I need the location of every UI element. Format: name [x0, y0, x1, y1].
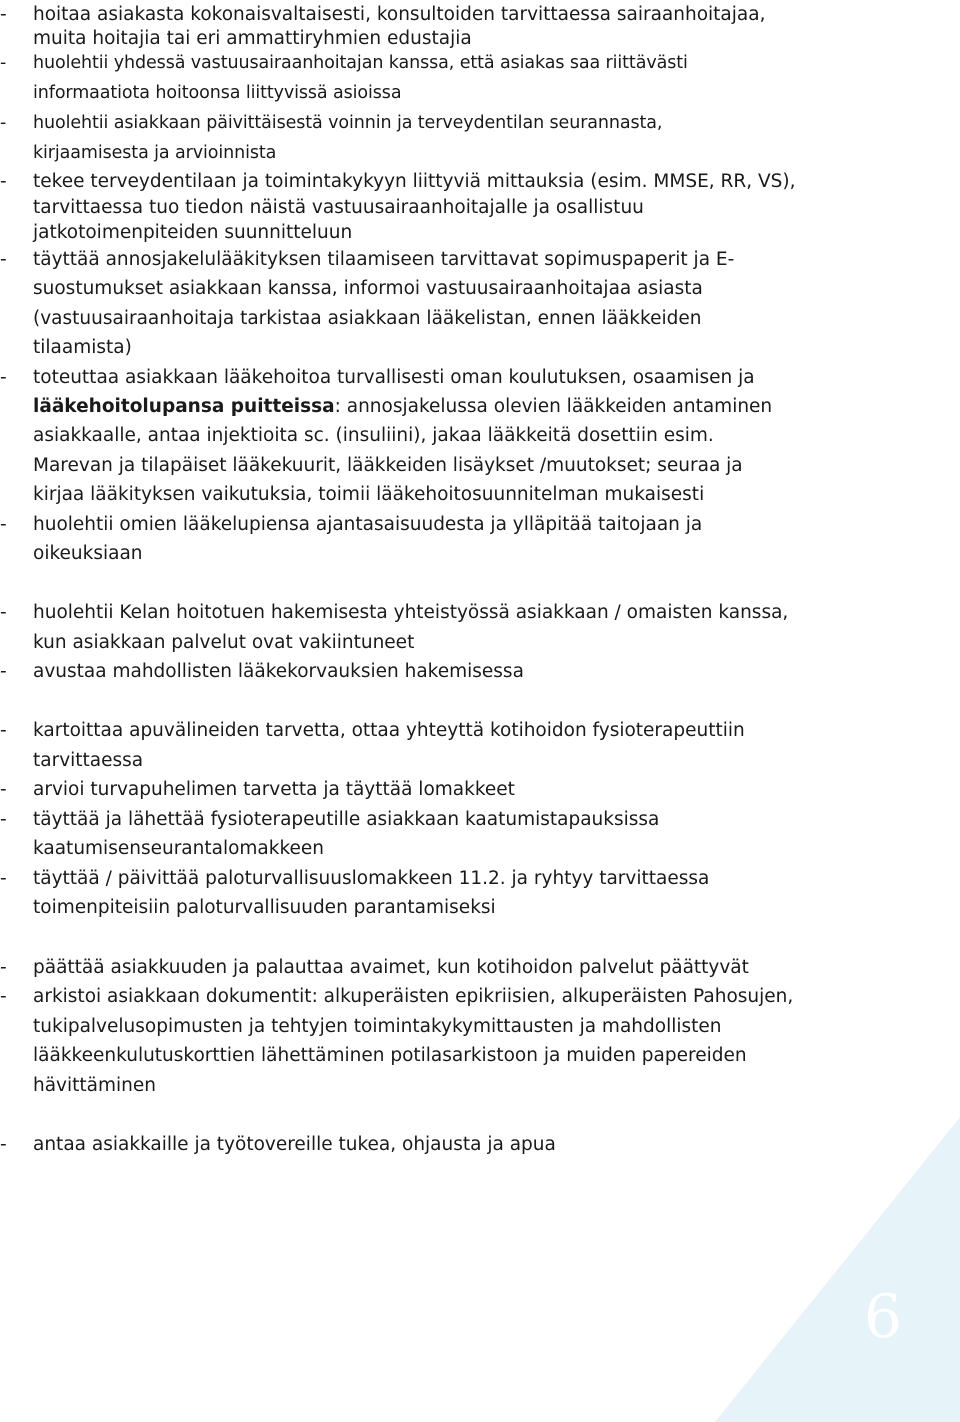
list-item-text-rest: annosjakelussa olevien lääkkeiden antaminen	[346, 396, 773, 417]
bullet-dash: -	[0, 1134, 7, 1155]
bullet-dash: -	[0, 249, 7, 270]
list-item-text: suostumukset asiakkaan kanssa, informoi vastuusairaanhoitajaa asiasta	[33, 278, 703, 299]
list-item-text: kun asiakkaan palvelut ovat vakiintuneet	[33, 632, 415, 653]
bullet-dash: -	[0, 957, 7, 978]
list-item-text: kirjaamisesta ja arvioinnista	[33, 143, 277, 163]
list-item-text: tekee terveydentilaan ja toimintakykyyn liittyviä mittauksia (esim. MMSE, RR, VS),	[33, 171, 796, 192]
list-item-text: avustaa mahdollisten lääkekorvauksien hakemisessa	[33, 661, 524, 682]
list-item-text: kirjaa lääkityksen vaikutuksia, toimii lääkehoitosuunnitelman mukaisesti	[33, 484, 705, 505]
separator-text: :	[334, 396, 347, 417]
list-item-text: täyttää / päivittää paloturvallisuuslomakkeen 11.2. ja ryhtyy tarvittaessa	[33, 868, 710, 889]
bullet-dash: -	[0, 779, 7, 800]
emphasis-text: lääkehoitolupansa puitteissa	[33, 396, 335, 417]
list-item-text: jatkotoimenpiteiden suunnitteluun	[33, 222, 353, 243]
bullet-dash: -	[0, 53, 7, 73]
page-number: 6	[863, 1282, 902, 1352]
list-item-text: antaa asiakkaille ja työtovereille tukea, ohjausta ja apua	[33, 1134, 556, 1155]
bullet-dash: -	[0, 720, 7, 741]
list-item-text: hävittäminen	[33, 1075, 156, 1096]
corner-decoration	[715, 1117, 960, 1422]
bullet-dash: -	[0, 809, 7, 830]
list-item-text: (vastuusairaanhoitaja tarkistaa asiakkaan lääkelistan, ennen lääkkeiden	[33, 308, 702, 329]
bullet-dash: -	[0, 602, 7, 623]
list-item-text: kartoittaa apuvälineiden tarvetta, ottaa yhteyttä kotihoidon fysioterapeuttiin	[33, 720, 745, 741]
bullet-dash: -	[0, 171, 7, 192]
list-item-text: tarvittaessa	[33, 750, 144, 771]
list-item-text: tilaamista)	[33, 337, 132, 358]
list-item-text: kaatumisenseurantalomakkeen	[33, 838, 325, 859]
list-item-text: oikeuksiaan	[33, 543, 143, 564]
bullet-dash: -	[0, 986, 7, 1007]
list-item-text: huolehtii Kelan hoitotuen hakemisesta yhteistyössä asiakkaan / omaisten kanssa,	[33, 602, 789, 623]
list-item-text	[33, 392, 772, 422]
list-item-text: täyttää annosjakelulääkityksen tilaamiseen tarvittavat sopimuspaperit ja E-	[33, 249, 735, 270]
list-item-text: arvioi turvapuhelimen tarvetta ja täyttää lomakkeet	[33, 779, 515, 800]
list-item-text: tarvittaessa tuo tiedon näistä vastuusairaanhoitajalle ja osallistuu	[33, 197, 644, 218]
bullet-dash: -	[0, 661, 7, 682]
list-item-text: arkistoi asiakkaan dokumentit: alkuperäisten epikriisien, alkuperäisten Pahosujen,	[33, 986, 794, 1007]
list-item-text: toimenpiteisiin paloturvallisuuden parantamiseksi	[33, 897, 496, 918]
list-item-text: asiakkaalle, antaa injektioita sc. (insuliini), jakaa lääkkeitä dosettiin esim.	[33, 425, 714, 446]
list-item-text: huolehtii omien lääkelupiensa ajantasaisuudesta ja ylläpitää taitojaan ja	[33, 514, 703, 535]
list-item-text: hoitaa asiakasta kokonaisvaltaisesti, konsultoiden tarvittaessa sairaanhoitajaa,	[33, 4, 766, 25]
list-item-text: Marevan ja tilapäiset lääkekuurit, lääkkeiden lisäykset /muutokset; seuraa ja	[33, 455, 743, 476]
list-item-text: lääkkeenkulutuskorttien lähettäminen potilasarkistoon ja muiden papereiden	[33, 1045, 747, 1066]
bullet-dash: -	[0, 4, 7, 25]
bullet-dash: -	[0, 113, 7, 133]
bullet-dash: -	[0, 367, 7, 388]
list-item-text: tukipalvelusopimusten ja tehtyjen toimintakykymittausten ja mahdollisten	[33, 1016, 722, 1037]
bullet-dash: -	[0, 868, 7, 889]
list-item-text: täyttää ja lähettää fysioterapeutille asiakkaan kaatumistapauksissa	[33, 809, 660, 830]
list-item-text: huolehtii yhdessä vastuusairaanhoitajan kanssa, että asiakas saa riittävästi	[33, 53, 688, 73]
list-item-text: informaatiota hoitoonsa liittyvissä asioissa	[33, 83, 402, 103]
list-item-text: toteuttaa asiakkaan lääkehoitoa turvallisesti oman koulutuksen, osaamisen ja	[33, 367, 755, 388]
bullet-dash: -	[0, 514, 7, 535]
list-item-text: muita hoitajia tai eri ammattiryhmien edustajia	[33, 28, 472, 49]
list-item-text: huolehtii asiakkaan päivittäisestä voinnin ja terveydentilan seurannasta,	[33, 113, 663, 133]
list-item-text: päättää asiakkuuden ja palauttaa avaimet, kun kotihoidon palvelut päättyvät	[33, 957, 749, 978]
